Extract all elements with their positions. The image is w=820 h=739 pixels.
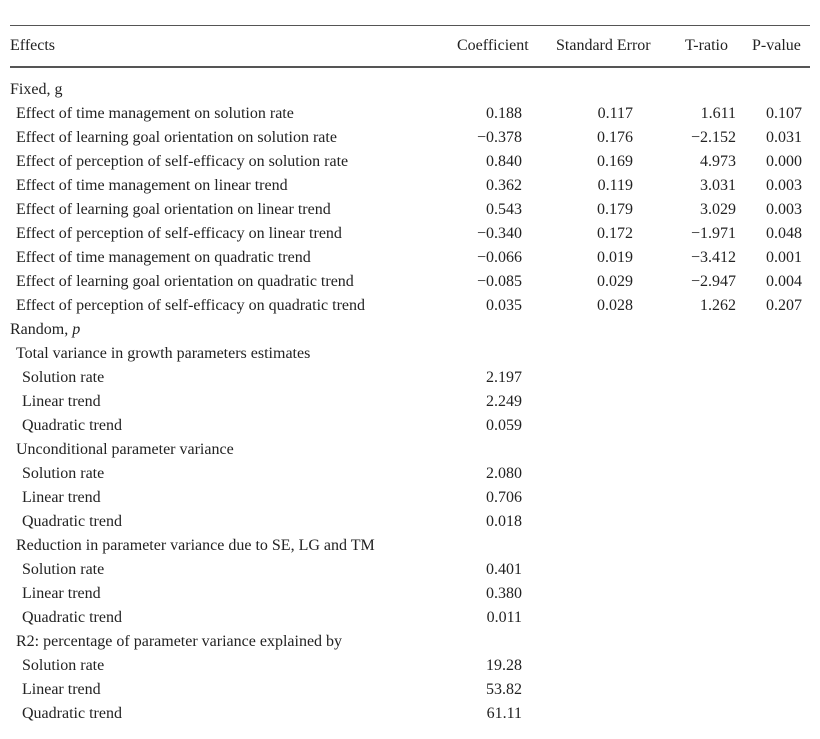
table-row	[0, 199, 820, 221]
coefficient-cell: 0.543	[486, 201, 522, 218]
parameter-label: Linear trend	[22, 489, 101, 506]
section-random-label	[10, 319, 80, 341]
table-row	[0, 247, 820, 269]
table-row	[0, 271, 820, 293]
section-fixed	[0, 79, 820, 101]
table-row	[0, 487, 820, 509]
standard-error-cell: 0.169	[597, 153, 633, 170]
header-t-ratio: T-ratio	[685, 37, 728, 54]
group-title-row	[0, 535, 820, 557]
value-cell: 2.249	[486, 393, 522, 410]
section-random	[0, 319, 820, 341]
parameter-label: Quadratic trend	[22, 513, 122, 530]
value-cell: 0.018	[486, 513, 522, 530]
p-value-cell: 0.107	[766, 105, 802, 122]
value-cell: 2.080	[486, 465, 522, 482]
p-value-cell: 0.048	[766, 225, 802, 242]
value-cell: 61.11	[486, 705, 522, 722]
p-value-cell: 0.003	[766, 177, 802, 194]
coefficient-cell: −0.085	[476, 273, 522, 290]
t-ratio-cell: −2.947	[690, 273, 736, 290]
header-p-value: P-value	[752, 37, 801, 54]
effect-label: Effect of perception of self-efficacy on linear trend	[16, 225, 342, 242]
p-value-cell: 0.031	[766, 129, 802, 146]
group-title: Reduction in parameter variance due to SE, LG and TM	[16, 537, 375, 554]
coefficient-cell: 0.362	[486, 177, 522, 194]
group-title: Total variance in growth parameters estimates	[16, 345, 311, 362]
effect-label: Effect of time management on linear trend	[16, 177, 288, 194]
value-cell: 0.401	[486, 561, 522, 578]
coefficient-cell: 0.840	[486, 153, 522, 170]
parameter-label: Solution rate	[22, 465, 105, 482]
effect-label: Effect of perception of self-efficacy on quadratic trend	[16, 297, 366, 314]
standard-error-cell: 0.172	[597, 225, 633, 242]
parameter-label: Linear trend	[22, 393, 101, 410]
group-title-row	[0, 343, 820, 365]
standard-error-cell: 0.029	[597, 273, 633, 290]
coefficient-cell: −0.340	[476, 225, 522, 242]
parameter-label: Quadratic trend	[22, 417, 122, 434]
parameter-label: Solution rate	[22, 657, 105, 674]
p-value-cell: 0.000	[766, 153, 802, 170]
header-effects: Effects	[10, 37, 56, 54]
parameter-label: Quadratic trend	[22, 705, 122, 722]
section-fixed-label: Fixed, g	[10, 81, 63, 98]
effect-label: Effect of learning goal orientation on quadratic trend	[16, 273, 354, 290]
standard-error-cell: 0.019	[597, 249, 633, 266]
t-ratio-cell: 1.262	[700, 297, 736, 314]
table-row	[0, 607, 820, 629]
header-standard-error: Standard Error	[556, 37, 651, 54]
table-row	[0, 295, 820, 317]
p-value-cell: 0.207	[766, 297, 802, 314]
table-row	[0, 415, 820, 437]
coefficient-cell: 0.035	[486, 297, 522, 314]
table-row	[0, 463, 820, 485]
table-row	[0, 127, 820, 149]
random-label-prefix: Random,	[10, 321, 73, 338]
parameter-label: Solution rate	[22, 561, 105, 578]
parameter-label: Linear trend	[22, 681, 101, 698]
table-row	[0, 367, 820, 389]
t-ratio-cell: 3.031	[700, 177, 736, 194]
effect-label: Effect of perception of self-efficacy on solution rate	[16, 153, 349, 170]
parameter-label: Quadratic trend	[22, 609, 122, 626]
t-ratio-cell: 1.611	[700, 105, 736, 122]
p-value-cell: 0.003	[766, 201, 802, 218]
effect-label: Effect of time management on solution rate	[16, 105, 294, 122]
table-row	[0, 655, 820, 677]
parameter-label: Linear trend	[22, 585, 101, 602]
table-row	[0, 679, 820, 701]
group-title: R2: percentage of parameter variance explained by	[16, 633, 343, 650]
coefficient-cell: −0.066	[476, 249, 522, 266]
table-row	[0, 223, 820, 245]
table-row	[0, 151, 820, 173]
value-cell: 0.706	[486, 489, 522, 506]
standard-error-cell: 0.176	[597, 129, 633, 146]
table-top-rule	[10, 25, 810, 26]
standard-error-cell: 0.119	[597, 177, 633, 194]
value-cell: 19.28	[486, 657, 522, 674]
t-ratio-cell: 3.029	[700, 201, 736, 218]
value-cell: 0.011	[486, 609, 522, 626]
table-row	[0, 391, 820, 413]
random-label-symbol: p	[72, 321, 81, 338]
standard-error-cell: 0.028	[597, 297, 633, 314]
t-ratio-cell: −1.971	[690, 225, 736, 242]
value-cell: 2.197	[486, 369, 522, 386]
t-ratio-cell: −2.152	[690, 129, 736, 146]
header-coefficient: Coefficient	[457, 37, 529, 54]
coefficient-cell: −0.378	[476, 129, 522, 146]
parameter-label: Solution rate	[22, 369, 105, 386]
t-ratio-cell: −3.412	[690, 249, 736, 266]
value-cell: 53.82	[486, 681, 522, 698]
group-title-row	[0, 631, 820, 653]
value-cell: 0.380	[486, 585, 522, 602]
table-row	[0, 559, 820, 581]
table-row	[0, 703, 820, 725]
effect-label: Effect of learning goal orientation on solution rate	[16, 129, 337, 146]
group-title-row	[0, 439, 820, 461]
table-row	[0, 103, 820, 125]
table-row	[0, 583, 820, 605]
standard-error-cell: 0.117	[597, 105, 633, 122]
effect-label: Effect of time management on quadratic trend	[16, 249, 311, 266]
table-row	[0, 511, 820, 533]
coefficient-cell: 0.188	[486, 105, 522, 122]
value-cell: 0.059	[486, 417, 522, 434]
group-title: Unconditional parameter variance	[16, 441, 234, 458]
p-value-cell: 0.001	[766, 249, 802, 266]
table-row	[0, 175, 820, 197]
standard-error-cell: 0.179	[597, 201, 633, 218]
header-rule	[10, 66, 810, 68]
effect-label: Effect of learning goal orientation on linear trend	[16, 201, 331, 218]
p-value-cell: 0.004	[766, 273, 802, 290]
t-ratio-cell: 4.973	[700, 153, 736, 170]
